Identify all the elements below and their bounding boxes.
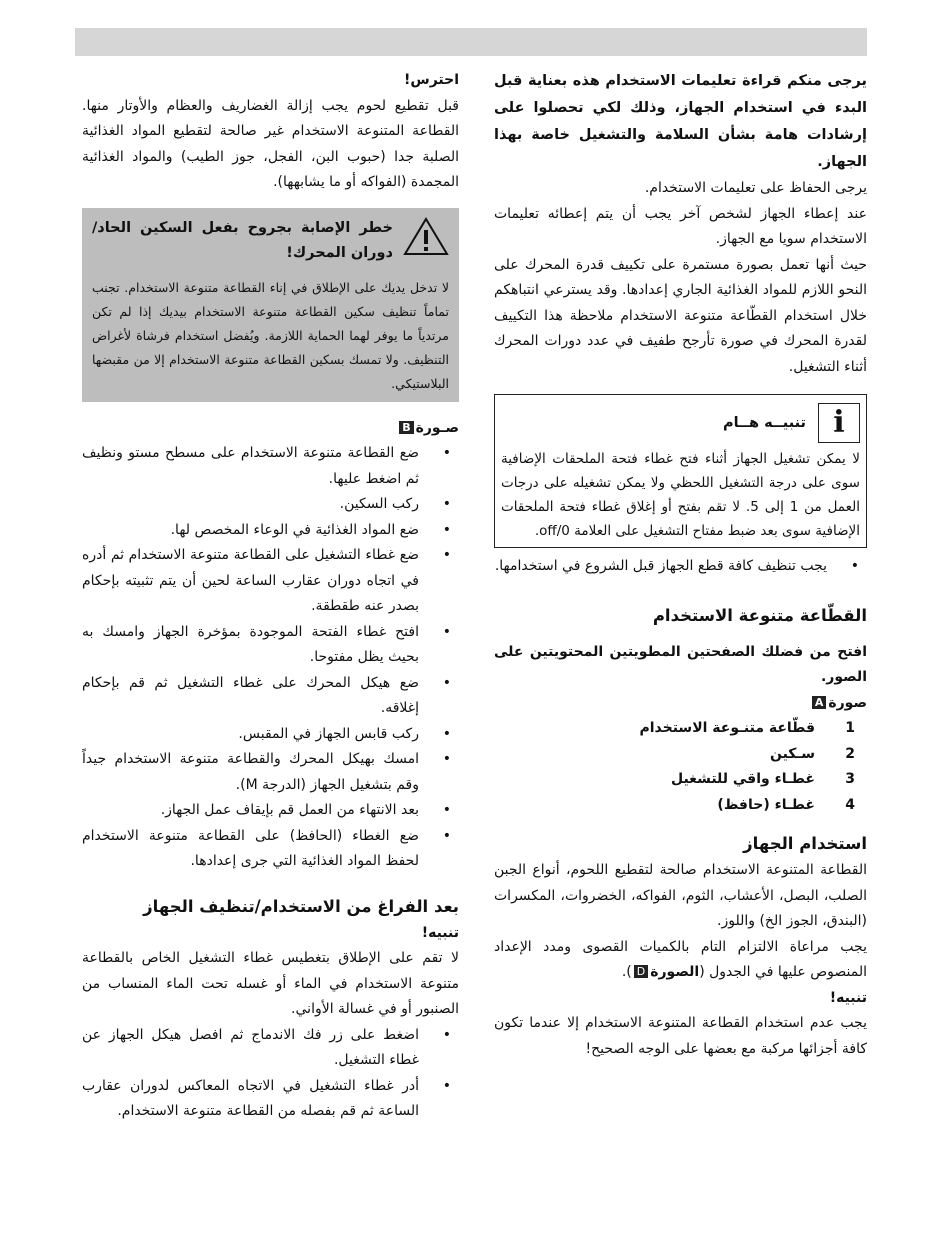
figure-d-letter: D	[634, 965, 648, 978]
keep-instructions: يرجى الحفاظ على تعليمات الاستخدام.	[644, 180, 867, 196]
list-item: • بعد الانتهاء من العمل قم بإيقاف عمل الجهاز.	[82, 798, 459, 824]
part-number: 4	[845, 796, 855, 813]
list-item: • أدر غطاء التشغيل في الاتجاه المعاكس لدوران عقارب الساعة ثم قم بفصله من القطاعة متنوعة الاستخدام.	[82, 1074, 459, 1125]
parts-list	[494, 716, 867, 818]
max-quantities-paragraph	[494, 935, 867, 986]
header-bar	[75, 28, 867, 56]
beware-text: قبل تقطيع لحوم يجب إزالة الغضاريف والعظام والأوتار منها. القطاعة المتنوعة الاستخدام غير صالحة لتقطيع المواد الغذائية الصلبة جدا (حبوب البن، الفجل، جوز الطيب) والمواد الغذائية المجمدة (الفواكه أو ما يشابهها).	[82, 97, 459, 190]
clean-bullet-list	[494, 554, 867, 580]
warning-triangle-icon	[403, 216, 449, 256]
figure-a-label: صورة	[828, 694, 867, 711]
caution-text: يجب عدم استخدام القطاعة المتنوعة الاستخدام إلا عندما تكون كافة أجزائها مركبة مع بعضها على الوجه الصحيح!	[494, 1015, 867, 1057]
section-title-use: استخدام الجهاز	[743, 834, 867, 853]
important-notice-box	[494, 394, 867, 548]
after-caution-title: تنبيه!	[421, 924, 459, 941]
figure-a-reference	[494, 691, 867, 717]
intro-paragraph: يرجى منكم قراءة تعليمات الاستخدام هذه بعناية قبل البدء في استخدام الجهاز، وذلك لكي تحصلوا على إرشادات هامة بشأن السلامة والتشغيل خاصة بهذا الجهاز.	[494, 73, 867, 170]
notice-title: تنبيــه هــام	[723, 415, 806, 431]
caution-title: تنبيه!	[829, 989, 867, 1006]
info-icon: i	[818, 403, 860, 443]
right-column	[494, 68, 867, 1062]
handover-instructions: عند إعطاء الجهاز لشخص آخر يجب أن يتم إعطائه تعليمات الاستخدام سويا مع الجهاز.	[494, 205, 867, 247]
figure-b-reference	[82, 416, 459, 442]
list-item: • اضغط على زر فك الاندماج ثم افصل هيكل الجهاز عن غطاء التشغيل.	[82, 1023, 459, 1074]
list-item: • افتح غطاء الفتحة الموجودة بمؤخرة الجهاز وامسك به بحيث يظل مفتوحا.	[82, 620, 459, 671]
beware-title: احترس!	[403, 72, 459, 88]
list-item: • ركب قابس الجهاز في المقبس.	[82, 722, 459, 748]
list-item: • ضع غطاء التشغيل على القطاعة متنوعة الاستخدام ثم أدره في اتجاه دوران عقارب الساعة لحين أن يتم تثبيته بإحكام بصدر عنه طقطقة.	[82, 543, 459, 620]
part-number: 1	[845, 720, 855, 736]
left-column	[82, 68, 459, 1125]
list-item	[494, 767, 867, 793]
open-pages-text: افتح من فضلك الصفحتين المطويتين المحتويتين على الصور.	[494, 643, 867, 685]
figure-a-letter: A	[812, 696, 827, 709]
notice-text: لا يمكن تشغيل الجهاز أثناء فتح غطاء فتحة الملحقات الإضافية سوى على درجة التشغيل اللحظي ولا يمكن تشغيله على درجات العمل من 1 إلى 5. لا تقم بفتح أو إغلاق غطاء فتحة الملحقات الإضافية سوى بعد ضبط مفتاح التشغيل على العلامة off/0.	[501, 451, 860, 539]
warning-header	[92, 216, 449, 266]
list-item: • ضع هيكل المحرك على غطاء التشغيل ثم قم بإحكام إغلاقه.	[82, 671, 459, 722]
list-item: • ضع الغطاء (الحافظ) على القطاعة متنوعة الاستخدام لحفظ المواد الغذائية التي جرى إعدادها.	[82, 824, 459, 875]
list-item	[494, 716, 867, 742]
list-item: • امسك بهيكل المحرك والقطاعة متنوعة الاستخدام جيداً وقم بتشغيل الجهاز (الدرجة M).	[82, 747, 459, 798]
list-item: • ضع القطاعة متنوعة الاستخدام على مسطح مستو ونظيف ثم اضغط عليها.	[82, 441, 459, 492]
list-item	[494, 793, 867, 819]
part-label: غطـاء (حافظ)	[717, 796, 815, 813]
part-number: 3	[845, 771, 855, 787]
part-number: 2	[845, 745, 855, 762]
use-paragraph: القطاعة المتنوعة الاستخدام صالحة لتقطيع اللحوم، أنواع الجبن الصلب، البصل، الأعشاب، الثوم، الفواكه، الخضروات، المكسرات (البندق، الجوز الخ) واللوز.	[494, 862, 867, 929]
list-item	[494, 742, 867, 768]
max-quantities-end: ).	[621, 964, 632, 980]
notice-header	[501, 403, 860, 443]
section-title-after-use: بعد الفراغ من الاستخدام/تنظيف الجهاز	[143, 896, 459, 916]
warning-text: لا تدخل يديك على الإطلاق في إناء القطاعة متنوعة الاستخدام. تجنب تماماً تنظيف سكين القطاعة متنوعة الاستخدام بيديك إذا لم تكن مرتدياً ما يوفر لهما الحماية اللازمة. ويُفضل استخدام فرشاة لأغراض التنظيف. ولا تمسك بسكين القطاعة متنوعة الاستخدام إلا من مقبضها البلاستيكي.	[92, 279, 449, 391]
cleaning-steps-list	[82, 1023, 459, 1125]
after-caution-text: لا تقم على الإطلاق بتغطيس غطاء التشغيل الخاص بالقطاعة متنوعة الاستخدام في الماء أو غسله تحت الماء المنساب من الصنبور أو في غسالة الأواني.	[82, 950, 459, 1017]
list-item: • ضع المواد الغذائية في الوعاء المخصص لها.	[82, 518, 459, 544]
part-label: قطّاعة متنـوعة الاستخدام	[639, 720, 815, 736]
assembly-steps-list	[82, 441, 459, 875]
motor-adaption-text: حيث أنها تعمل بصورة مستمرة على تكييف قدرة المحرك على النحو اللازم للمواد الغذائية الجاري إعدادها. وقد يسترعي انتباهكم خلال استخدام القطّاعة متنوعة الاستخدام ملاحظة هذا التكييف لقدرة المحرك في صورة تأرجح طفيف في عدد دورات المحرك أثناء التشغيل.	[494, 256, 867, 375]
warning-box	[82, 208, 459, 402]
list-item: • ركب السكين.	[82, 492, 459, 518]
max-quantities-text: يجب مراعاة الالتزام التام بالكميات القصوى ومدد الإعداد المنصوص عليها في الجدول (	[494, 938, 867, 980]
warning-title: خطر الإصابة بجروح بفعل السكين الحاد/ دوران المحرك!	[92, 219, 393, 261]
part-label: سـكين	[769, 745, 815, 762]
figure-b-label: صـورة	[415, 419, 459, 436]
section-title-chopper: القطّاعة متنوعة الاستخدام	[652, 605, 867, 625]
part-label: غطـاء واقي للتشغيل	[670, 771, 815, 787]
figure-d-label: الصورة	[650, 964, 700, 980]
list-item: • يجب تنظيف كافة قطع الجهاز قبل الشروع في استخدامها.	[494, 554, 867, 580]
figure-b-letter: B	[399, 421, 413, 434]
